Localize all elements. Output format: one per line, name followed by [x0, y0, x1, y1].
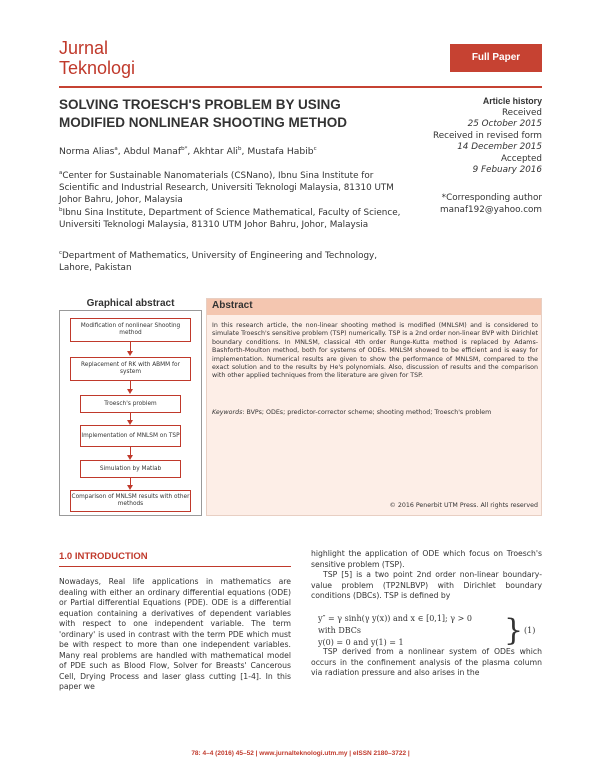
journal-name-line1: Jurnal — [59, 38, 109, 58]
corresponding-author — [400, 192, 542, 216]
affiliation-sup: c — [59, 250, 63, 257]
affiliation-c — [59, 250, 404, 274]
equation-line: with DBCs — [318, 626, 361, 635]
copyright-notice: © 2016 Penerbit UTM Press. All rights reserved — [389, 502, 538, 509]
intro-paragraph: TSP derived from a nonlinear system of ODEs which occurs in the confinement analysis of the plasma column via radiation pressure and also arises in the — [311, 647, 542, 677]
intro-column-2-continued — [311, 647, 542, 679]
flow-step: Implementation of MNLSM on TSP — [80, 425, 181, 447]
author-sup: b — [237, 145, 242, 152]
article-title-line1: SOLVING TROESCH'S PROBLEM BY USING — [59, 97, 341, 112]
history-revised-date: 14 December 2015 — [457, 142, 542, 152]
keywords-list: : BVPs; ODEs; predictor-corrector scheme; shooting method; Troesch's problem — [242, 409, 492, 416]
intro-paragraph: TSP [5] is a two point 2nd order non-linear boundary-value problem (TP2NLBVP) with Dirichlet boundary conditions (DBCs). TSP is defined by — [311, 570, 542, 600]
keywords — [212, 409, 538, 417]
section-heading: 1.0 INTRODUCTION — [59, 551, 148, 562]
author-name: , Akhtar Ali — [187, 146, 238, 157]
author-sup: c — [313, 145, 317, 152]
intro-paragraph: highlight the application of ODE which focus on Troesch's sensitive problem (TSP). — [311, 549, 542, 569]
keywords-label: Keywords — [212, 409, 243, 416]
history-accepted-date: 9 Febuary 2016 — [472, 165, 542, 175]
equation-line: y″ = γ sinh(γ y(x)) and x ∈ [0,1]; γ > 0 — [318, 614, 472, 623]
author-name: , Mustafa Habib — [241, 146, 314, 157]
affiliation-a — [59, 170, 404, 207]
flow-step: Troesch's problem — [80, 395, 181, 413]
affiliation-text: Ibnu Sina Institute, Department of Science Mathematical, Faculty of Science, Universiti Teknologi Malaysia, 81310 UTM Johor Bahru, Johor, Malaysia — [59, 208, 401, 231]
affiliation-text: Center for Sustainable Nanomaterials (CSNano), Ibnu Sina Institute for Scientific and Industrial Research, Universiti Teknologi Malaysia, 81310 UTM Johor Bahru, Johor, Malaysia — [59, 171, 394, 206]
corresponding-email[interactable]: manaf192@yahoo.com — [440, 205, 542, 215]
graphical-abstract-flowchart — [59, 310, 202, 516]
history-revised-label: Received in revised form — [432, 130, 542, 141]
equation-line: y(0) = 0 and y(1) = 1 — [318, 638, 404, 647]
flow-step: Modification of nonlinear Shooting method — [70, 318, 191, 342]
affiliation-sup: b — [59, 207, 63, 214]
equation-brace: } — [504, 613, 524, 648]
paper-type-badge: Full Paper — [450, 44, 542, 72]
affiliation-b — [59, 207, 404, 231]
history-heading: Article history — [482, 96, 542, 106]
author-list — [59, 146, 399, 158]
header-divider — [59, 86, 542, 88]
author-name: , Abdul Manaf — [117, 146, 182, 157]
author-name: Norma Alias — [59, 146, 115, 157]
abstract-title: Abstract — [212, 300, 253, 311]
flow-step: Comparison of MNLSM results with other methods — [70, 490, 191, 512]
abstract-text: In this research article, the non-linear shooting method is modified (MNLSM) and is considered to simulate Troesch's sensitive problem (TSP) numerically. TSP is a 2nd order non-linear BVP with Dirichlet boundary conditions. In MNLSM, classical 4th order Runge-Kutta method is replaced by Adams-Bashforth-Moulton method, both for systems of ODEs. MNLSM showed to be efficient and is easy for implementation. Numerical results are given to show the performance of MNLSM, compared to the exact solution and to the results by He's polynomials. Also, discussion of results and the comparison with other applied techniques from the literature are given for TSP. — [212, 322, 538, 380]
flow-arrowhead — [127, 389, 133, 394]
article-title-line2: MODIFIED NONLINEAR SHOOTING METHOD — [59, 115, 347, 130]
journal-name — [59, 38, 135, 78]
affiliation-sup: a — [59, 170, 63, 177]
corresponding-label: *Corresponding author — [441, 193, 542, 203]
abstract-header-bar — [207, 299, 541, 315]
intro-paragraph: Nowadays, Real life applications in mathematics are dealing with either an ordinary differential equations (ODE) or Partial differential Equations (PDE). ODE is a differential equation containing a derivatives of dependent variables with respect to one independent variable. The term 'ordinary' is used in contrast with the term PDE which must be with respect to more than one independent variables. Many real problems are handled with mathematical model of PDE such as Blood Flow, Solver for Breasts' Cancerous Cell, Drying Process and laser glass cutting [1-4]. In this paper we — [59, 577, 291, 691]
graphical-abstract-title: Graphical abstract — [86, 298, 175, 309]
flow-step: Simulation by Matlab — [80, 460, 181, 478]
intro-column-2 — [311, 549, 542, 602]
author-sup: a — [114, 145, 118, 152]
equation-number: (1) — [524, 626, 536, 635]
flow-step: Replacement of RK with ABMM for system — [70, 357, 191, 381]
section-divider — [59, 566, 291, 567]
article-title — [59, 96, 399, 132]
article-history — [400, 96, 542, 177]
journal-name-line2: Teknologi — [59, 58, 136, 78]
history-received-label: Received — [501, 107, 542, 118]
history-accepted-label: Accepted — [501, 153, 542, 164]
author-sup: b* — [181, 145, 188, 152]
page-footer: 78: 4–4 (2016) 45–52 | www.jurnalteknologi.utm.my | eISSN 2180–3722 | — [191, 750, 410, 757]
affiliation-text: Department of Mathematics, University of Engineering and Technology, Lahore, Pakistan — [59, 251, 378, 274]
history-received-date: 25 October 2015 — [467, 119, 542, 129]
flow-arrowhead — [127, 351, 133, 356]
equation-block — [318, 612, 542, 652]
